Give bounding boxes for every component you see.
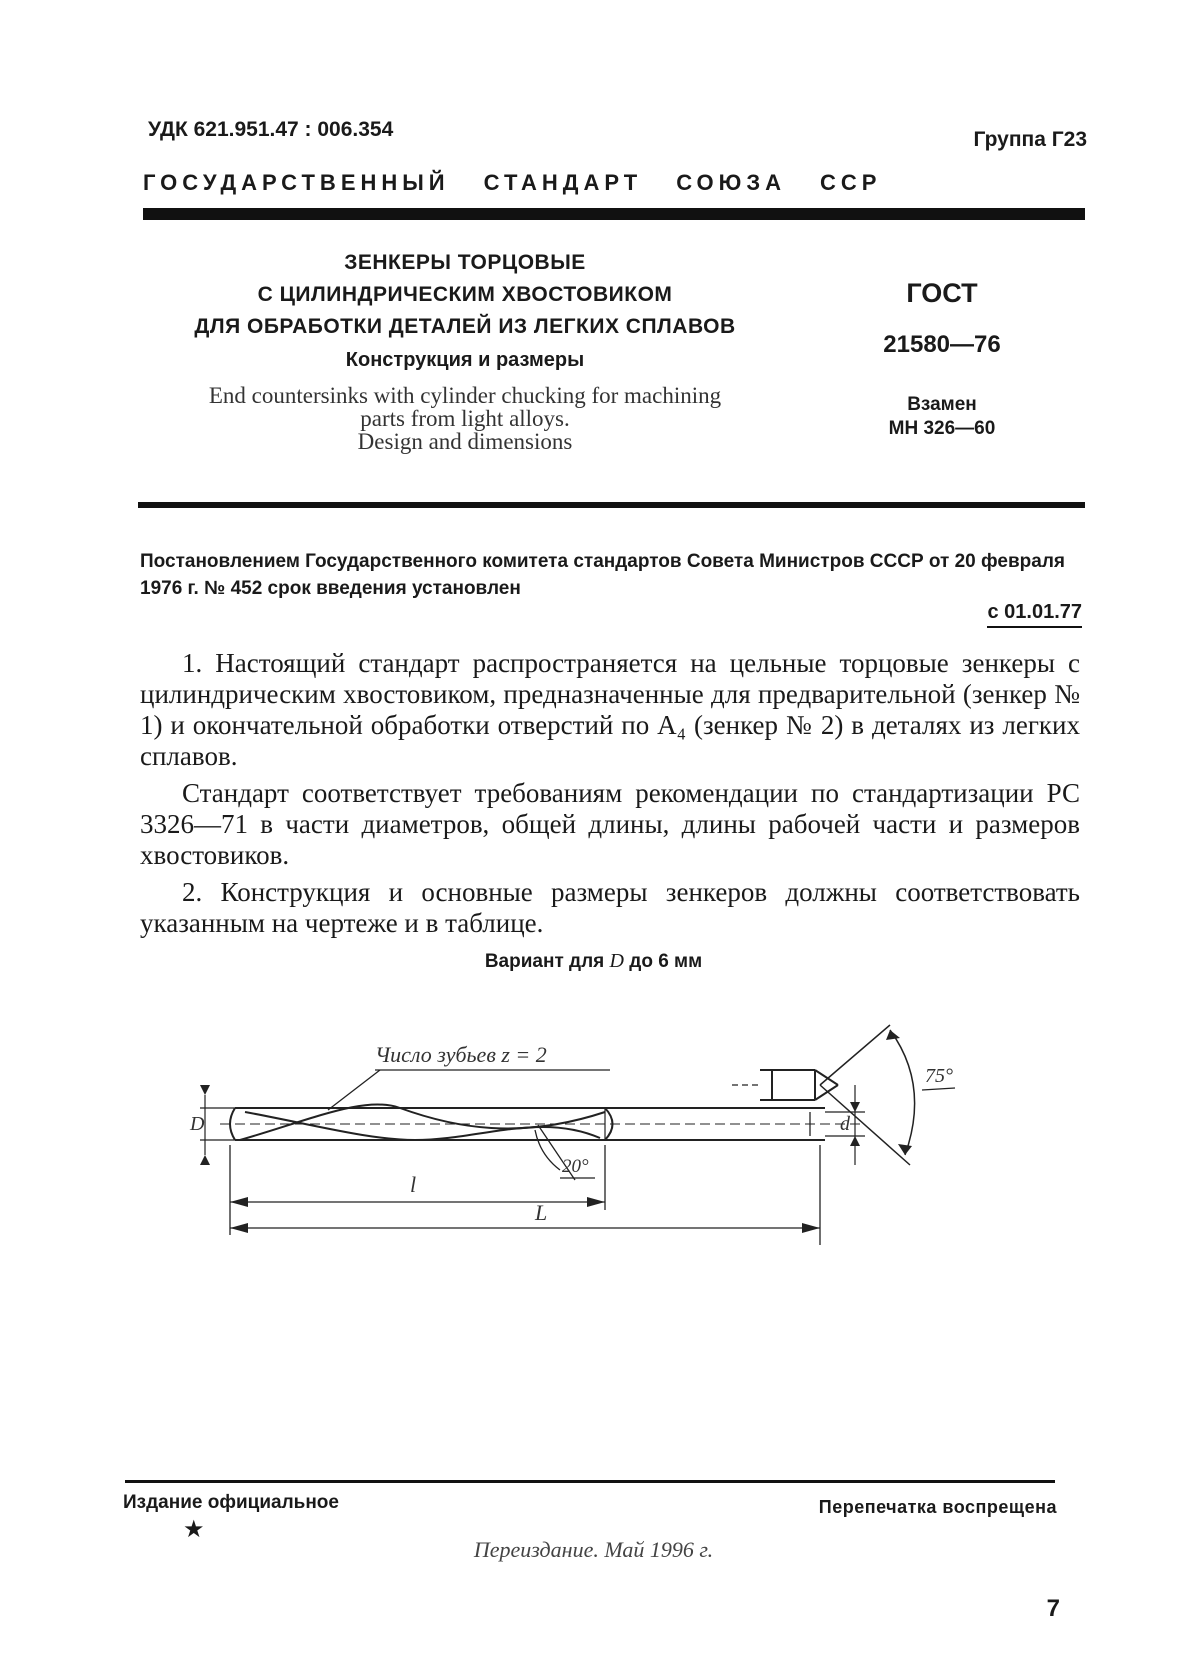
- banner-word: ГОСУДАРСТВЕННЫЙ: [143, 170, 450, 195]
- replaces-value: МН 326—60: [888, 418, 996, 439]
- english-title-line: End countersinks with cylinder chucking for machining: [208, 383, 722, 408]
- title-line: ДЛЯ ОБРАБОТКИ ДЕТАЛЕЙ ИЗ ЛЕГКИХ СПЛАВОВ: [194, 315, 736, 338]
- replaces-label: Взамен: [907, 394, 977, 415]
- gost-designation: [862, 278, 1022, 441]
- dimension-L-label: L: [535, 1200, 548, 1225]
- reissue-note: Переиздание. Май 1996 г.: [473, 1537, 714, 1562]
- official-edition-note: Издание официальное: [123, 1492, 339, 1513]
- body-text: [140, 648, 1080, 945]
- caption-prefix: Вариант для: [484, 951, 605, 972]
- paragraph: 2. Конструкция и основные размеры зенкеров должны соответствовать указанным на чертеже и в таблице.: [140, 877, 1080, 938]
- length-L-dimension: [230, 1145, 820, 1245]
- helix-angle-label: 20°: [562, 1156, 589, 1177]
- star-icon: ★: [183, 1517, 205, 1543]
- english-title: [150, 384, 780, 453]
- gost-number: 21580—76: [883, 331, 1001, 358]
- page-number: 7: [1046, 1595, 1060, 1622]
- banner-word: ССР: [820, 170, 882, 195]
- title-subtitle: Конструкция и размеры: [345, 349, 585, 371]
- caption-suffix: до 6 мм: [629, 951, 703, 972]
- footer-rule: [125, 1480, 1055, 1483]
- english-title-line: parts from light alloys.: [360, 406, 570, 431]
- banner-word: СТАНДАРТ: [483, 170, 643, 195]
- dimension-l-label: l: [410, 1172, 417, 1197]
- group-code: Группа Г23: [973, 128, 1087, 151]
- tip-angle-label: 75°: [925, 1065, 953, 1087]
- header-rule: [143, 208, 1085, 220]
- teeth-count-label: Число зубьев z = 2: [375, 1042, 547, 1067]
- udk-code: УДК 621.951.47 : 006.354: [148, 118, 394, 141]
- figure-caption: [0, 950, 1187, 973]
- state-standard-banner: [143, 170, 915, 196]
- reprint-prohibited-note: Перепечатка воспрещена: [818, 1497, 1057, 1517]
- tip-detail-view: [732, 1025, 955, 1165]
- dimension-D-label: D: [190, 1113, 205, 1135]
- title-line: ЗЕНКЕРЫ ТОРЦОВЫЕ: [344, 251, 586, 274]
- caption-variable: D: [609, 950, 624, 972]
- gost-label: ГОСТ: [906, 278, 978, 308]
- title-line: С ЦИЛИНДРИЧЕСКИМ ХВОСТОВИКОМ: [257, 283, 673, 306]
- replaces-block: [862, 393, 1022, 441]
- document-title-block: [150, 247, 780, 453]
- section-rule: [138, 502, 1085, 508]
- countersink-drawing: [190, 1000, 1020, 1290]
- banner-word: СОЮЗА: [676, 170, 786, 195]
- introduction-date: с 01.01.77: [987, 601, 1082, 628]
- english-title-line: Design and dimensions: [357, 429, 573, 454]
- countersink-body: [220, 1104, 860, 1140]
- paragraph: 1. Настоящий стандарт распространяется на цельные торцовые зенкеры с цилиндрическим хвостовиком, предназначенные для предварительной (зенкер № 1) и окончательной обработки отверстий по A₄ (зенкер № 2) в деталях из легких сплавов.: [140, 648, 1080, 771]
- dimension-d-label: d: [840, 1113, 850, 1135]
- paragraph: Стандарт соответствует требованиям рекомендации по стандартизации РС 3326—71 в части диаметров, общей длины, длины рабочей части и размеров хвостовиков.: [140, 778, 1080, 870]
- decree-text: Постановлением Государственного комитета стандартов Совета Министров СССР от 20 февраля 1976 г. № 452 срок введения установлен: [140, 551, 1065, 599]
